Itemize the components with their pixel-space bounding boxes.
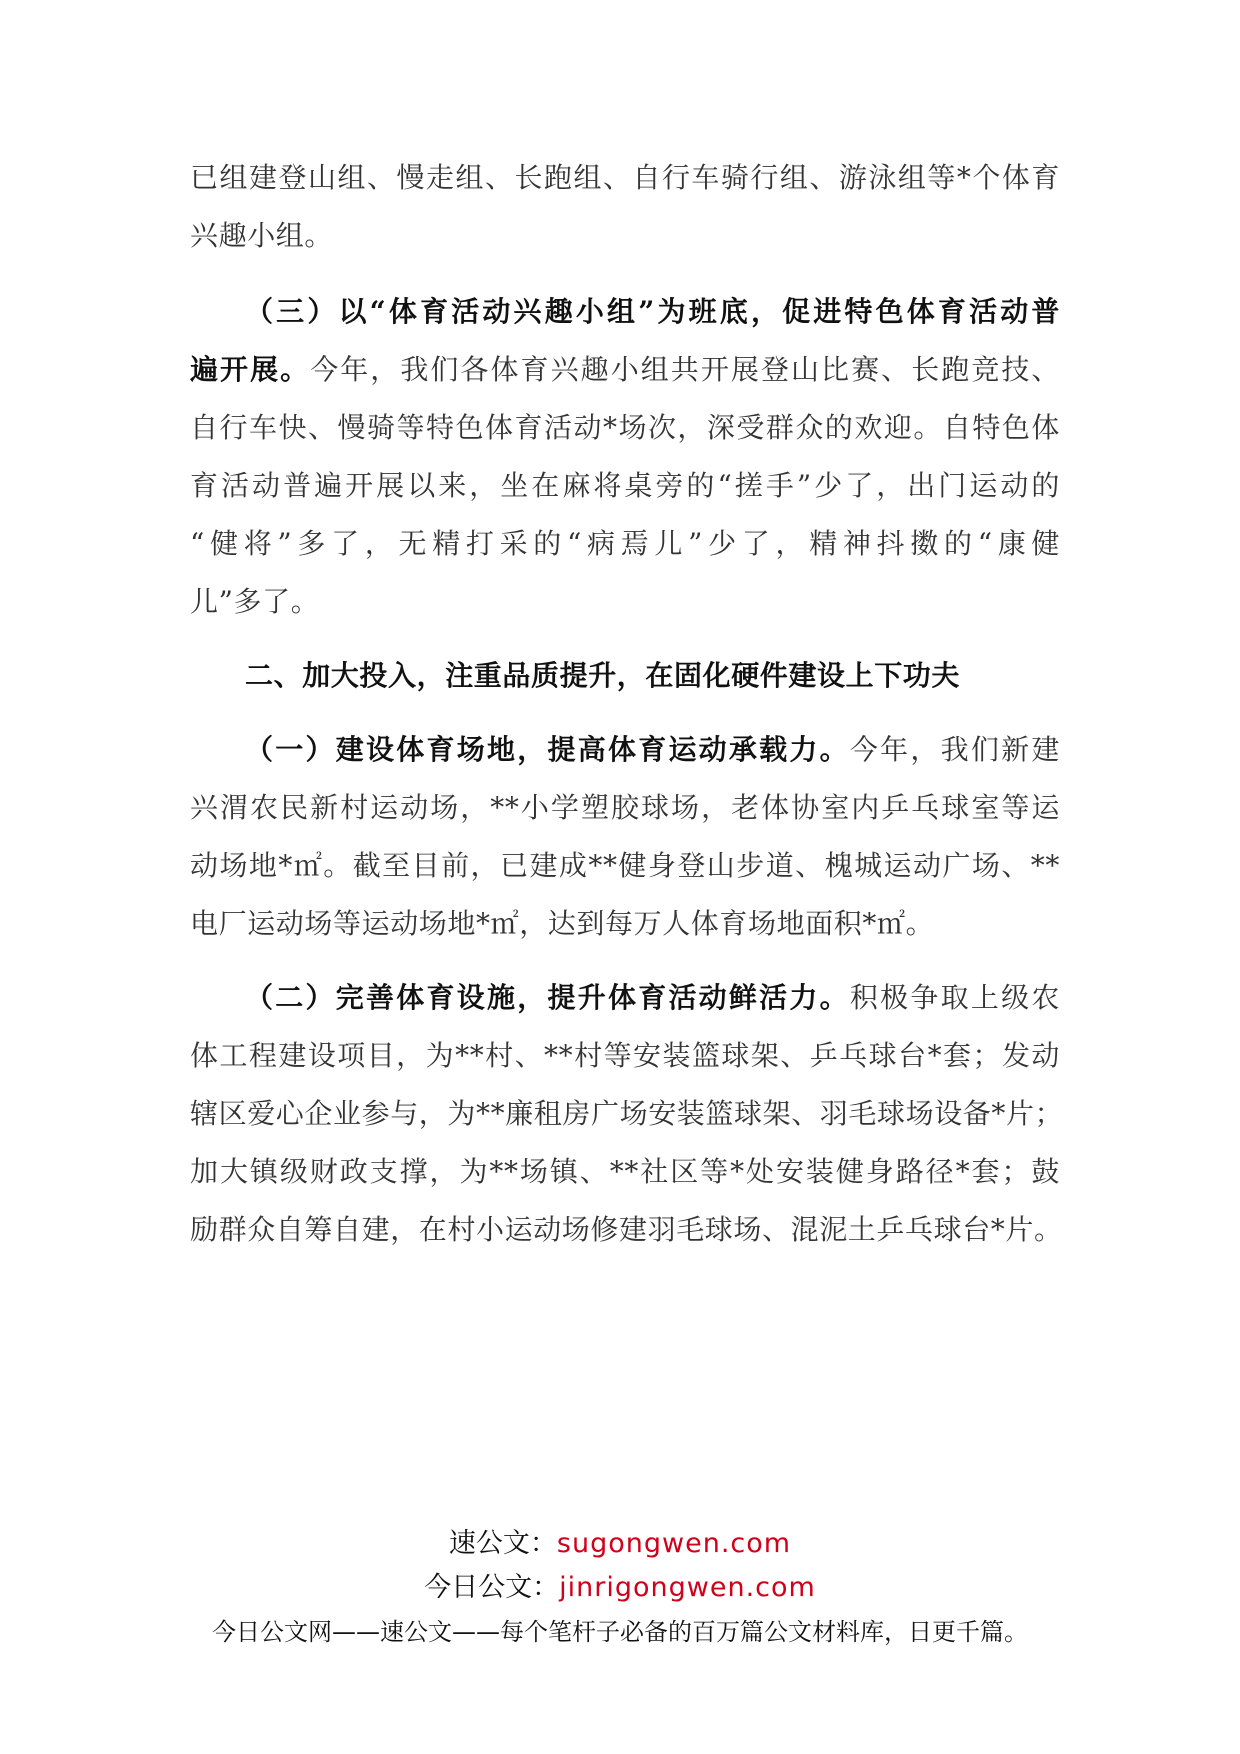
paragraph-text: 积极争取上级农 [849,981,1060,1014]
paragraph-line: 儿”多了。 [190,585,320,618]
paragraph-line: 加大镇级财政支撑，为**场镇、**社区等*处安装健身路径*套；鼓 [190,1155,1060,1188]
footer-label: 今日公文： [424,1572,560,1603]
bold-lead: 遍开展。 [190,353,311,386]
paragraph-line: 已组建登山组、慢走组、长跑组、自行车骑行组、游泳组等*个体育 [190,161,1060,194]
footer-tagline: 今日公文网——速公文——每个笔杆子必备的百万篇公文材料库，日更千篇。 [212,1618,1028,1646]
paragraph-line: 体工程建设项目，为**村、**村等安装篮球架、乒乓球台*套；发动 [190,1039,1060,1072]
paragraph-line: 自行车快、慢骑等特色体育活动*场次，深受群众的欢迎。自特色体 [190,411,1060,444]
paragraph-line [245,730,1060,770]
jinrigongwen-link[interactable]: jinrigongwen.com [559,1572,816,1603]
paragraph-line: 兴渭农民新村运动场，**小学塑胶球场，老体协室内乒乓球室等运 [190,791,1060,824]
sugongwen-link[interactable]: sugongwen.com [556,1528,792,1559]
paragraph-text: 今年，我们各体育兴趣小组共开展登山比赛、长跑竞技、 [310,353,1060,386]
paragraph-line: 辖区爱心企业参与，为**廉租房广场安装篮球架、羽毛球场设备*片； [190,1097,1064,1130]
paragraph-line [190,350,1060,390]
paragraph-line: “健将”多了，无精打采的“病焉儿”少了，精神抖擞的“康健 [190,527,1060,560]
bold-lead: （一）建设体育场地，提高体育运动承载力。 [245,733,850,766]
footer-line-2 [0,1570,1240,1606]
section-heading: 二、加大投入，注重品质提升，在固化硬件建设上下功夫 [245,659,961,692]
section-subheading: （三）以“体育活动兴趣小组”为班底，促进特色体育活动普 [245,295,1060,328]
footer-label: 速公文： [448,1528,557,1559]
paragraph-line: 动场地*㎡。截至目前，已建成**健身登山步道、槐城运动广场、** [190,849,1060,882]
paragraph-line [245,978,1060,1018]
paragraph-text: 今年，我们新建 [849,733,1060,766]
footer-line-1 [0,1526,1240,1562]
paragraph-line: 兴趣小组。 [190,219,334,252]
paragraph-line: 育活动普遍开展以来，坐在麻将桌旁的“搓手”少了，出门运动的 [190,469,1060,502]
paragraph-line: 励群众自筹自建，在村小运动场修建羽毛球场、混泥土乒乓球台*片。 [190,1213,1063,1246]
paragraph-line: 电厂运动场等运动场地*㎡，达到每万人体育场地面积*㎡。 [190,907,935,940]
bold-lead: （二）完善体育设施，提升体育活动鲜活力。 [245,981,850,1014]
